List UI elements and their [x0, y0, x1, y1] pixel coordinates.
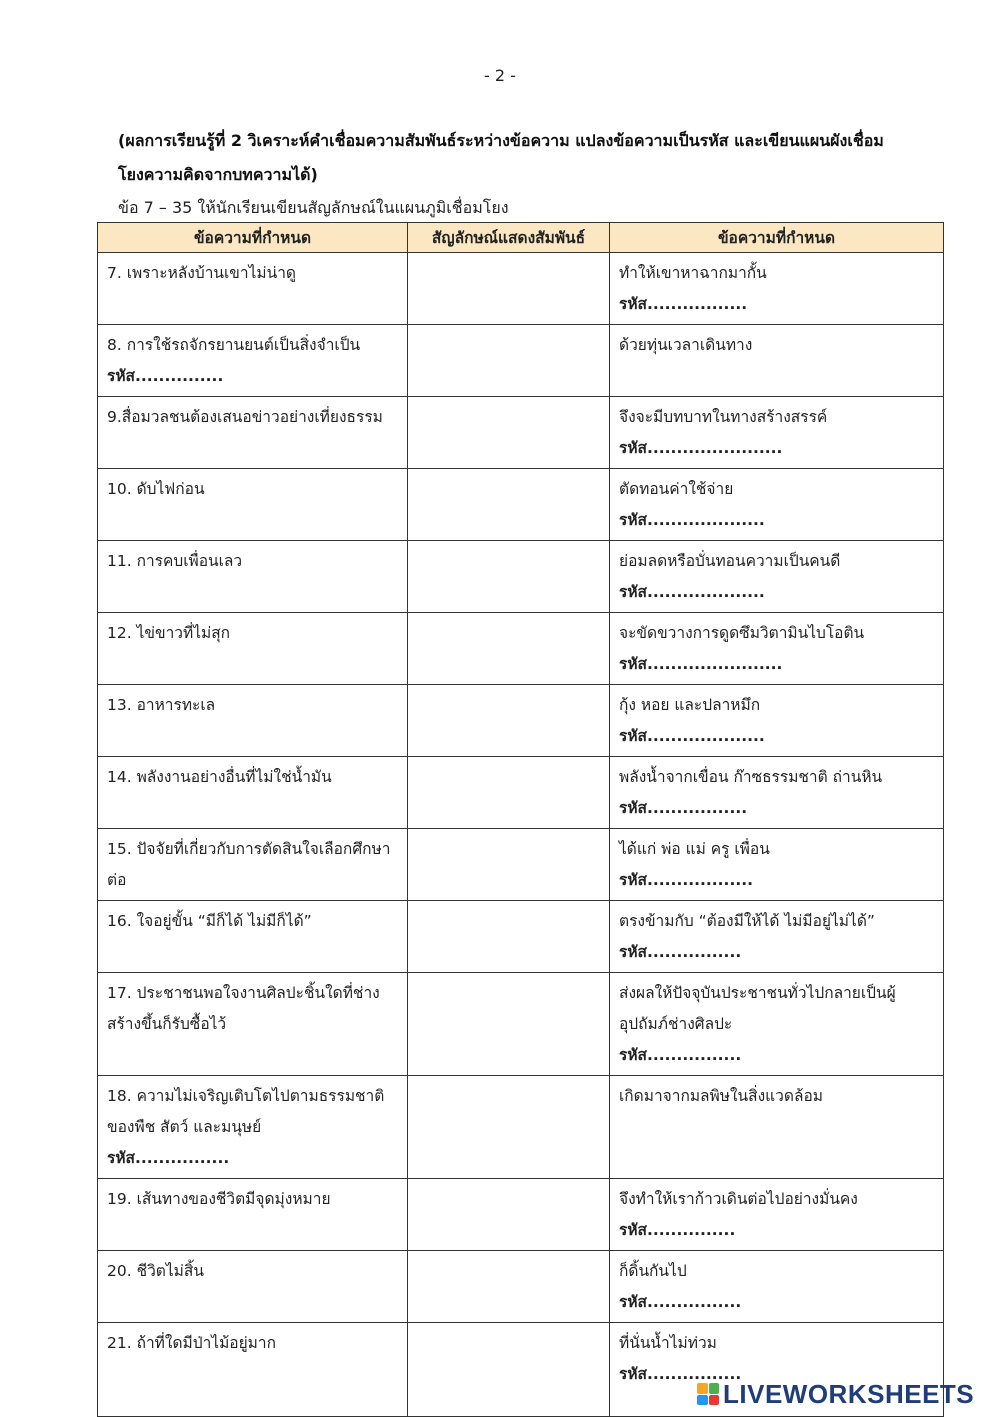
table-row	[98, 973, 944, 1076]
code-blank[interactable]: รหัส................	[619, 1293, 742, 1311]
right-statement: พลังน้ำจากเขื่อน ก๊าซธรรมชาติ ถ่านหิน รหัส.................	[610, 757, 944, 829]
table-row	[98, 829, 944, 901]
table-row	[98, 325, 944, 397]
right-statement: กุ้ง หอย และปลาหมึก รหัส....................	[610, 685, 944, 757]
symbol-answer-box[interactable]	[408, 757, 610, 829]
liveworksheets-logo	[697, 1379, 974, 1409]
symbol-answer-box[interactable]	[408, 1251, 610, 1323]
right-statement: จึงทำให้เราก้าวเดินต่อไปอย่างมั่นคง รหัส...............	[610, 1179, 944, 1251]
table-row	[98, 253, 944, 325]
code-blank[interactable]: รหัส................	[619, 943, 742, 961]
table-row	[98, 757, 944, 829]
code-blank[interactable]: รหัส....................	[619, 511, 765, 529]
table-row	[98, 1076, 944, 1179]
table-row	[98, 397, 944, 469]
page-number: - 2 -	[484, 66, 516, 85]
table-row	[98, 901, 944, 973]
right-statement: ได้แก่ พ่อ แม่ ครู เพื่อน รหัส..................	[610, 829, 944, 901]
code-blank[interactable]: รหัส.......................	[619, 439, 783, 457]
table-row	[98, 469, 944, 541]
code-blank[interactable]: รหัส...............	[107, 367, 224, 385]
left-statement: 15. ปัจจัยที่เกี่ยวกับการตัดสินใจเลือกศึกษาต่อ	[98, 829, 408, 901]
right-statement: ส่งผลให้ปัจจุบันประชาชนทั่วไปกลายเป็นผู้อุปถัมภ์ช่างศิลปะ รหัส................	[610, 973, 944, 1076]
left-statement: 7. เพราะหลังบ้านเขาไม่น่าดู	[98, 253, 408, 325]
symbol-answer-box[interactable]	[408, 253, 610, 325]
code-blank[interactable]: รหัส................	[619, 1365, 742, 1383]
symbol-answer-box[interactable]	[408, 829, 610, 901]
left-statement: 11. การคบเพื่อนเลว	[98, 541, 408, 613]
symbol-answer-box[interactable]	[408, 1323, 610, 1417]
symbol-answer-box[interactable]	[408, 397, 610, 469]
code-blank[interactable]: รหัส...............	[619, 1221, 736, 1239]
worksheet-table	[97, 222, 944, 1417]
symbol-answer-box[interactable]	[408, 469, 610, 541]
table-row	[98, 541, 944, 613]
code-blank[interactable]: รหัส..................	[619, 871, 753, 889]
header-given-text-left: ข้อความที่กำหนด	[98, 223, 408, 253]
code-blank[interactable]: รหัส................	[107, 1149, 230, 1167]
symbol-answer-box[interactable]	[408, 901, 610, 973]
right-statement: ด้วยทุ่นเวลาเดินทาง	[610, 325, 944, 397]
right-statement: จะขัดขวางการดูดซึมวิตามินไบโอติน รหัส.......................	[610, 613, 944, 685]
symbol-answer-box[interactable]	[408, 613, 610, 685]
symbol-answer-box[interactable]	[408, 541, 610, 613]
left-statement: 8. การใช้รถจักรยานยนต์เป็นสิ่งจำเป็น รหัส...............	[98, 325, 408, 397]
table-row	[98, 1251, 944, 1323]
table-row	[98, 685, 944, 757]
left-statement: 13. อาหารทะเล	[98, 685, 408, 757]
code-blank[interactable]: รหัส.................	[619, 799, 748, 817]
code-blank[interactable]: รหัส....................	[619, 727, 765, 745]
right-statement: ทำให้เขาหาฉากมากั้น รหัส.................	[610, 253, 944, 325]
right-statement: ตัดทอนค่าใช้จ่าย รหัส....................	[610, 469, 944, 541]
symbol-answer-box[interactable]	[408, 685, 610, 757]
left-statement: 12. ไข่ขาวที่ไม่สุก	[98, 613, 408, 685]
symbol-answer-box[interactable]	[408, 1076, 610, 1179]
header-given-text-right: ข้อความที่กำหนด	[610, 223, 944, 253]
code-blank[interactable]: รหัส.................	[619, 295, 748, 313]
left-statement: 19. เส้นทางของชีวิตมีจุดมุ่งหมาย	[98, 1179, 408, 1251]
left-statement: 16. ใจอยู่ขั้น “มีก็ได้ ไม่มีก็ได้”	[98, 901, 408, 973]
code-blank[interactable]: รหัส................	[619, 1046, 742, 1064]
left-statement: 18. ความไม่เจริญเติบโตไปตามธรรมชาติของพืช สัตว์ และมนุษย์ รหัส................	[98, 1076, 408, 1179]
symbol-answer-box[interactable]	[408, 325, 610, 397]
right-statement: ย่อมลดหรือบั่นทอนความเป็นคนดี รหัส....................	[610, 541, 944, 613]
code-blank[interactable]: รหัส....................	[619, 583, 765, 601]
left-statement: 17. ประชาชนพอใจงานศิลปะชิ้นใดที่ช่างสร้างขึ้นก็รับซื้อไว้	[98, 973, 408, 1076]
right-statement: ที่นั่นน้ำไม่ท่วม รหัส................	[610, 1323, 944, 1417]
logo-text: LIVEWORKSHEETS	[723, 1378, 975, 1409]
right-statement: จึงจะมีบทบาทในทางสร้างสรรค์ รหัส.......................	[610, 397, 944, 469]
learning-objective: (ผลการเรียนรู้ที่ 2 วิเคราะห์คำเชื่อมความสัมพันธ์ระหว่างข้อความ แปลงข้อความเป็นรหัส และเขียนแผนผังเชื่อมโยงความคิดจากบทความได้)	[118, 131, 884, 184]
table-row	[98, 613, 944, 685]
left-statement: 14. พลังงานอย่างอื่นที่ไม่ใช่น้ำมัน	[98, 757, 408, 829]
left-statement: 10. ดับไฟก่อน	[98, 469, 408, 541]
header-relation-symbol: สัญลักษณ์แสดงสัมพันธ์	[408, 223, 610, 253]
instruction: ข้อ 7 – 35 ให้นักเรียนเขียนสัญลักษณ์ในแผนภูมิเชื่อมโยง	[118, 198, 509, 217]
left-statement: 21. ถ้าที่ใดมีป่าไม้อยู่มาก	[98, 1323, 408, 1417]
table-header-row	[98, 223, 944, 253]
table-row	[98, 1179, 944, 1251]
right-statement: ตรงข้ามกับ “ต้องมีให้ได้ ไม่มีอยู่ไม่ได้” รหัส................	[610, 901, 944, 973]
right-statement: เกิดมาจากมลพิษในสิ่งแวดล้อม	[610, 1076, 944, 1179]
left-statement: 9.สื่อมวลชนต้องเสนอข่าวอย่างเที่ยงธรรม	[98, 397, 408, 469]
code-blank[interactable]: รหัส.......................	[619, 655, 783, 673]
symbol-answer-box[interactable]	[408, 1179, 610, 1251]
right-statement: ก็ดิ้นกันไป รหัส................	[610, 1251, 944, 1323]
left-statement: 20. ชีวิตไม่สิ้น	[98, 1251, 408, 1323]
symbol-answer-box[interactable]	[408, 973, 610, 1076]
liveworksheets-logo-icon	[697, 1383, 719, 1405]
